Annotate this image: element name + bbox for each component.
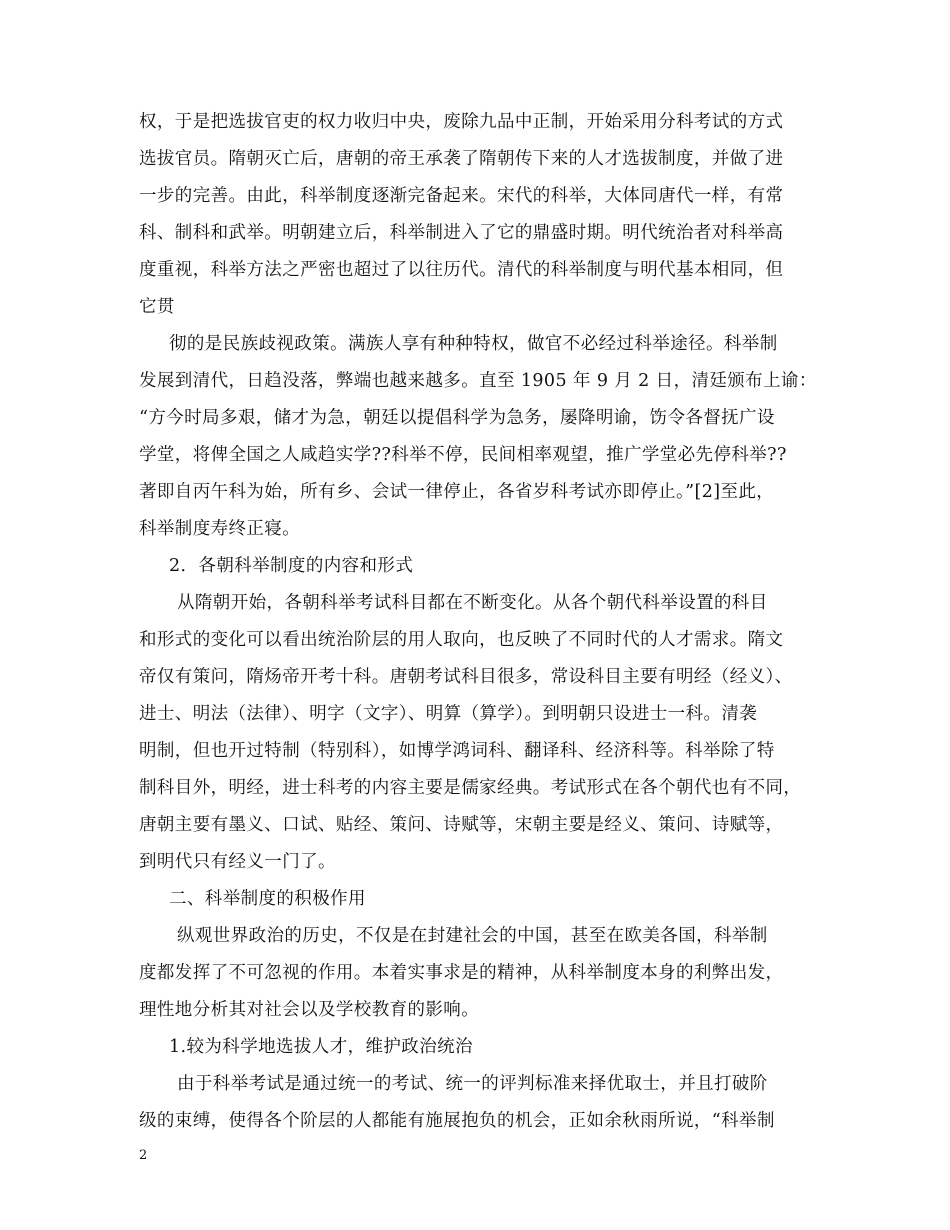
text-line: 权，于是把选拔官吏的权力收归中央，废除九品中正制，开始采用分科考试的方式 <box>139 112 784 132</box>
page-number: 2 <box>139 1148 148 1163</box>
text-line: 由于科举考试是通过统一的考试、统一的评判标准来择优取士，并且打破阶 <box>177 1074 768 1094</box>
text-line: 学堂，将俾全国之人咸趋实学??科举不停，民间相率观望，推广学堂必先停科举?? <box>139 445 787 465</box>
text-line: 度都发挥了不可忽视的作用。本着实事求是的精神，从科举制度本身的利弊出发， <box>139 963 784 983</box>
text-line: 唐朝主要有墨义、口试、贴经、策问、诗赋等，宋朝主要是经义、策问、诗赋等， <box>139 815 784 835</box>
text-line: 科举制度寿终正寝。 <box>139 519 301 539</box>
text-line: 著即自丙午科为始，所有乡、会试一律停止，各省岁科考试亦即停止。”[2]至此， <box>139 482 775 502</box>
text-line: 制科目外，明经，进士科考的内容主要是儒家经典。考试形式在各个朝代也有不同， <box>139 778 802 798</box>
text-line: 彻的是民族歧视政策。满族人享有种种特权，做官不必经过科举途径。科举制 <box>169 334 778 354</box>
text-line: 和形式的变化可以看出统治阶层的用人取向，也反映了不同时代的人才需求。隋文 <box>139 630 784 650</box>
text-line: 到明代只有经义一门了。 <box>139 852 336 872</box>
text-line: 它贯 <box>139 297 175 317</box>
body-text <box>139 104 819 1140</box>
text-line: 进士、明法（法律）、明字（文字）、明算（算学）。到明朝只设进士一科。清袭 <box>139 704 758 724</box>
text-line: 帝仅有策问，隋炀帝开考十科。唐朝考试科目很多，常设科目主要有明经（经义）、 <box>139 667 793 687</box>
text-line: 选拔官员。隋朝灭亡后，唐朝的帝王承袭了隋朝传下来的人才选拔制度，并做了进 <box>139 149 784 169</box>
text-line: 级的束缚，使得各个阶层的人都能有施展抱负的机会，正如余秋雨所说，“科举制 <box>139 1111 775 1131</box>
text-line: 纵观世界政治的历史，不仅是在封建社会的中国，甚至在欧美各国，科举制 <box>177 926 768 946</box>
text-line: 一步的完善。由此，科举制度逐渐完备起来。宋代的科举，大体同唐代一样，有常 <box>139 186 784 206</box>
text-line: 发展到清代，日趋没落，弊端也越来越多。直至 1905 年 9 月 2 日，清廷颁布上谕： <box>139 371 817 391</box>
text-line: 从隋朝开始，各朝科举考试科目都在不断变化。从各个朝代科举设置的科目 <box>177 593 768 613</box>
section-heading: 二、科举制度的积极作用 <box>169 889 366 909</box>
text-line: “方今时局多艰，储才为急，朝廷以提倡科学为急务，屡降明谕，饬令各督抚广设 <box>139 408 775 428</box>
section-heading: 1.较为科学地选拔人才，维护政治统治 <box>169 1037 473 1057</box>
text-line: 明制，但也开过特制（特别科），如博学鸿词科、翻译科、经济科等。科举除了特 <box>139 741 775 761</box>
text-line: 科、制科和武举。明朝建立后，科举制进入了它的鼎盛时期。明代统治者对科举高 <box>139 223 784 243</box>
text-line: 理性地分析其对社会以及学校教育的影响。 <box>139 1000 480 1020</box>
section-heading: 2．各朝科举制度的内容和形式 <box>169 556 414 576</box>
text-line: 度重视，科举方法之严密也超过了以往历代。清代的科举制度与明代基本相同，但 <box>139 260 784 280</box>
